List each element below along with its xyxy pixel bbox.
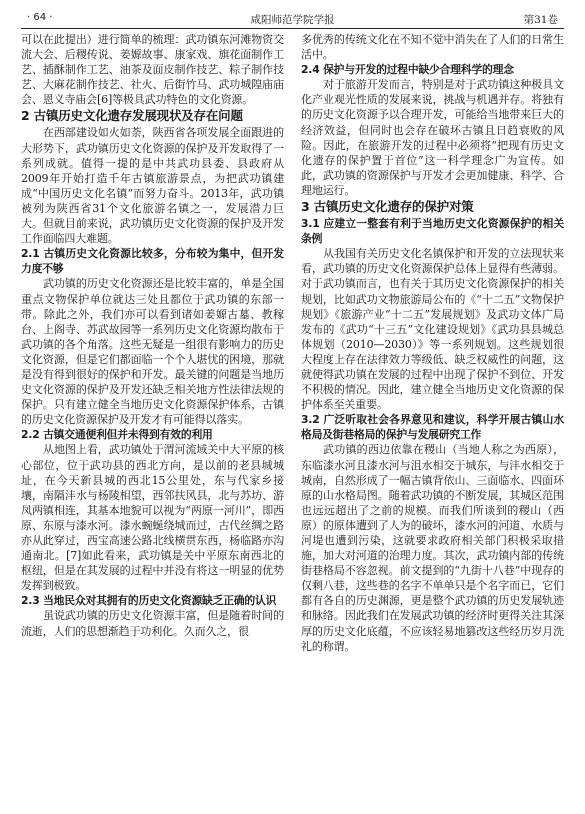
section-3-heading: 3 古镇历史文化遗存的保护对策 [301,199,474,215]
volume-label: 第31卷 [523,14,558,26]
page-number: · 64 · [27,12,53,23]
section-3-2-heading: 3.2 广泛听取社会各界意见和建议，科学开展古镇山水格局及街巷格局的保护与发展研究工作 [301,413,564,442]
paragraph-continued: 多优秀的传统文化在不知不觉中消失在了人们的日常生活中。 [301,33,564,62]
section-2-4-heading: 2.4 保护与开发的过程中缺少合理科学的理念 [301,63,514,77]
right-column [301,32,564,654]
section-2-2-heading: 2.2 古镇交通便利但并未得到有效的利用 [21,428,213,442]
two-column-body [21,32,564,654]
journal-title: 咸阳师范学院学报 [250,14,335,26]
section-3-1-heading: 3.1 应建立一整套有利于当地历史文化资源保护的相关条例 [301,217,564,246]
paragraph-section-3-2: 武功镇的西边依靠在稷山（当地人称之为西原），东临漆水河且漆水河与沮水相交于城东，与沣水相交于城南，自然形成了一幅古镇背依山、三面临水、四面环原的山水格局图。随着武功镇的不断发展，其城区范围也远远超出了之前的规模。而我们所谈到的稷山（西原）的原体遭到了人为的破坏，漆水河的河道、水质与河堤也遭到污染，这就要求政府相关部门积极采取措施，加大对河道的治理力度。其次，武功镇内部的传统街巷格局不容忽视。前文提到的“九街十八巷”中现存的仅剩八巷，这些巷的名字不单单只是个名字而已，它们都有各自的历史渊源，更是整个武功镇的历史发展轨迹和脉络。因此我们在发展武功镇的经济时更得关注其深厚的历史文化底蕴，不应该轻易地篡改这些经历岁月洗礼的称谓。 [301,443,564,653]
paragraph-section-2-1: 武功镇的历史文化资源还是比较丰富的，单是全国重点文物保护单位就达三处且都位于武功镇的东部一带。除此之外，我们亦可以看到诸如姜嫄古墓、教稼台、上阁寺、苏武故园等一系列历史文化资源均散布于武功镇的各个角落。这些无疑是一组很有影响力的历史文化资源，但是它们都面临一个个人堪忧的困境，那就是没有得到很好的保护和开发。最关键的问题是当地历史文化资源的保护及开发还缺乏相关地方性法律法规的保护。只有建立健全当地历史文化资源保护体系，古镇的历史文化资源保护及开发才有可能得以落实。 [21,277,284,427]
paragraph-section-2-2: 从地图上看，武功镇处于渭河流域关中大平原的核心部位，位于武功县的西北方向，是以前的老县城城址，在今天新县城的西北15公里处，东与代家乡接壤，南隔沣水与杨陵相望，西邻扶风县，北与苏坊、游凤两镇相连，其基本地貌可以视为“两原一河川”，即西原、东原与漆水河。漆水蜿蜒绕城而过，古代丝绸之路亦从此穿过，西宝高速公路北线横贯东西，杨临路亦沟通南北。[7]如此看来，武功镇是关中平原东南西北的枢纽，但是在其发展的过程中并没有将这一明显的优势发挥到极致。 [21,443,284,593]
section-2-3-heading: 2.3 当地民众对其拥有的历史文化资源缺乏正确的认识 [21,594,277,608]
paragraph-section-3-1: 从我国有关历史文化名镇保护和开发的立法现状来看，武功镇的历史文化资源保护总体上显得有些薄弱。对于武功镇而言，也有关于其历史文化资源保护的相关规划，比如武功文物旅游局公布的《“十二五”文物保护规划》《旅游产业“十二五”发展规划》及武功文体广局发布的《武功“十三五”文化建设规划》《武功县县城总体规划（2010—2030）》等一系列规划。这些规划很大程度上存在法律效力等级低、缺乏权威性的问题，这就使得武功镇在发展的过程中出现了保护不到位、开发不积极的情况。因此，建立健全当地历史文化资源的保护体系至关重要。 [301,247,564,412]
paragraph-intro: 可以在此提出）进行简单的梳理：武功镇东河滩物资交流大会、后稷传说、姜嫄故事、康家戏、旗花面制作工艺、插酥制作工艺、油茶及面皮制作技艺、粽子制作技艺、大麻花制作技艺、社火、后街竹马、武功城隍庙庙会、恩义寺庙会[6]等极具武功特色的文化资源。 [21,33,284,107]
left-column [21,32,284,654]
section-2-1-heading: 2.1 古镇历史文化资源比较多，分布较为集中，但开发力度不够 [21,247,284,276]
paragraph-section-2-3: 虽说武功镇的历史文化资源丰富，但是随着时间的流逝，人们的思想渐趋于功利化。久而久之，很 [21,609,284,638]
section-2-heading: 2 古镇历史文化遗存发展现状及存在问题 [21,108,243,124]
running-header [21,8,564,29]
paragraph-section-2-4: 对于旅游开发而言，特别是对于武功镇这种极具文化产业观光性质的发展来说，挑战与机遇并存。将独有的历史文化资源予以合理开发，可能给当地带来巨大的经济效益，但同时也会存在破坏古镇且日趋衰败的风险。因此，在旅游开发的过程中必须将“把现有历史文化遗存的保护置于首位”这一科学理念广为宣传。如此，武功镇的资源保护与开发才会更加健康、科学、合理地运行。 [301,78,564,197]
paragraph-section-2: 在西部建设如火如荼，陕西省各项发展全面跟进的大形势下，武功镇历史文化资源的保护及开发取得了一系列成就。值得一提的是中共武功县委、县政府从2009年开始打造千年古镇旅游景点，为把武功镇建成“中国历史文化名镇”而努力奋斗。2013年，武功镇被列为陕西省31个文化旅游名镇之一，发展潜力巨大。但就目前来说，武功镇历史文化资源的保护及开发工作面临四大难题。 [21,126,284,246]
